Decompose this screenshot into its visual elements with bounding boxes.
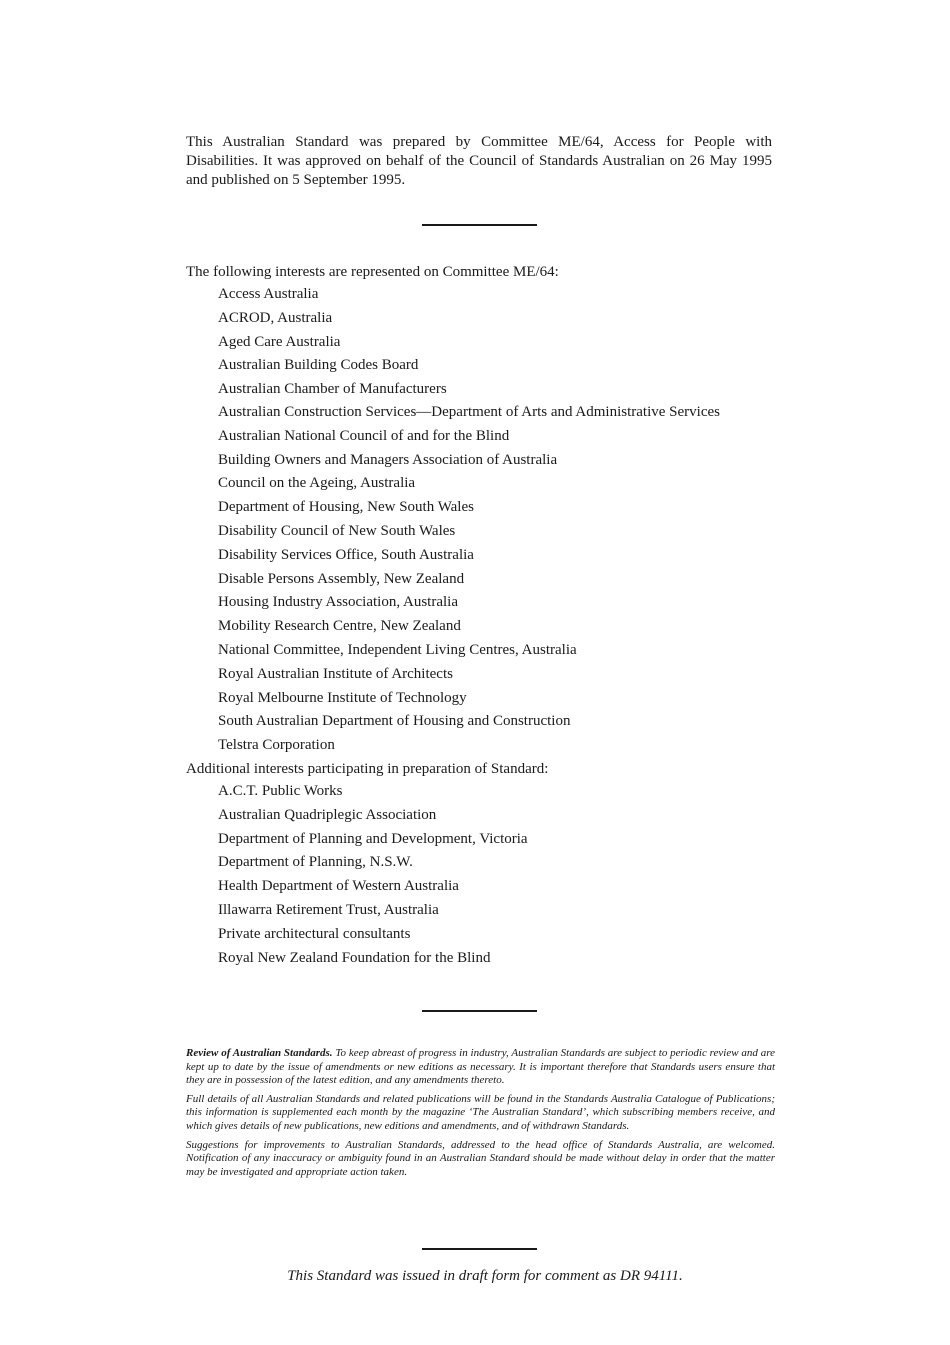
list-item: Department of Housing, New South Wales: [218, 499, 474, 516]
divider-rule: [422, 224, 537, 226]
list-item: Australian Building Codes Board: [218, 357, 419, 374]
list-item: Building Owners and Managers Association of Australia: [218, 451, 558, 468]
list-item: Australian National Council of and for the Blind: [218, 427, 510, 444]
review-note-text: To keep abreast of progress in industry, Australian Standards are subject to periodic review and are kept up to date by the issue of amendments or new editions as necessary. It is important therefore that Standards users ensure that they are in possession of the latest edition, and any amendments thereto.: [186, 1047, 775, 1087]
list-item: Department of Planning, N.S.W.: [218, 854, 413, 871]
intro-paragraph: This Australian Standard was prepared by Committee ME/64, Access for People with Disabilities. It was approved on behalf of the Council of Standards Australian on 26 May 1995 and published on 5 September 1995.: [186, 134, 772, 188]
draft-note: This Standard was issued in draft form for comment as DR 94111.: [287, 1268, 683, 1284]
list-item: Australian Quadriplegic Association: [218, 806, 437, 823]
review-note-title: Review of Australian Standards.: [186, 1047, 333, 1059]
list-item: Housing Industry Association, Australia: [218, 594, 458, 611]
list-item: Mobility Research Centre, New Zealand: [218, 618, 461, 635]
list-item: Australian Construction Services—Department of Arts and Administrative Services: [218, 403, 720, 420]
list-item: Royal New Zealand Foundation for the Blind: [218, 949, 491, 966]
list-item: Access Australia: [218, 286, 319, 302]
list-item: Disability Council of New South Wales: [218, 522, 456, 539]
list-item: Disable Persons Assembly, New Zealand: [218, 570, 465, 587]
review-notes: [186, 1047, 775, 1184]
list-item: Telstra Corporation: [218, 737, 335, 754]
list-item: South Australian Department of Housing and Construction: [218, 713, 571, 730]
divider-rule: [422, 1010, 537, 1012]
list-item: Royal Melbourne Institute of Technology: [218, 689, 467, 706]
divider-rule: [422, 1248, 537, 1250]
committee-section: [186, 261, 776, 970]
list-item: Illawarra Retirement Trust, Australia: [218, 901, 439, 918]
list-item: Aged Care Australia: [218, 333, 341, 350]
list-item: National Committee, Independent Living Centres, Australia: [218, 641, 577, 658]
suggestions-note: Suggestions for improvements to Australian Standards, addressed to the head office of Standards Australia, are welcomed. Notification of any inaccuracy or ambiguity found in an Australian Standard should be made without delay in order that the matter may be investigated and appropriate action taken.: [186, 1138, 775, 1178]
review-note: [186, 1047, 775, 1088]
additional-interests-list: [186, 780, 776, 969]
list-item: Australian Chamber of Manufacturers: [218, 381, 447, 398]
list-item: Disability Services Office, South Australia: [218, 546, 474, 563]
committee-members-list: [186, 283, 776, 756]
additional-interests-heading: Additional interests participating in preparation of Standard:: [186, 760, 549, 777]
list-item: Health Department of Western Australia: [218, 878, 459, 895]
list-item: ACROD, Australia: [218, 309, 333, 326]
list-item: Royal Australian Institute of Architects: [218, 665, 453, 682]
list-item: Private architectural consultants: [218, 925, 411, 942]
committee-heading: The following interests are represented on Committee ME/64:: [186, 264, 559, 280]
list-item: Department of Planning and Development, Victoria: [218, 830, 528, 847]
list-item: A.C.T. Public Works: [218, 782, 343, 799]
details-note: Full details of all Australian Standards and related publications will be found in the Standards Australia Catalogue of Publications; this information is supplemented each month by the magazine ‘The Australian Standard’, which subscribing members receive, and which gives details of new publications, new editions and amendments, and of withdrawn Standards.: [186, 1092, 775, 1132]
list-item: Council on the Ageing, Australia: [218, 475, 416, 492]
